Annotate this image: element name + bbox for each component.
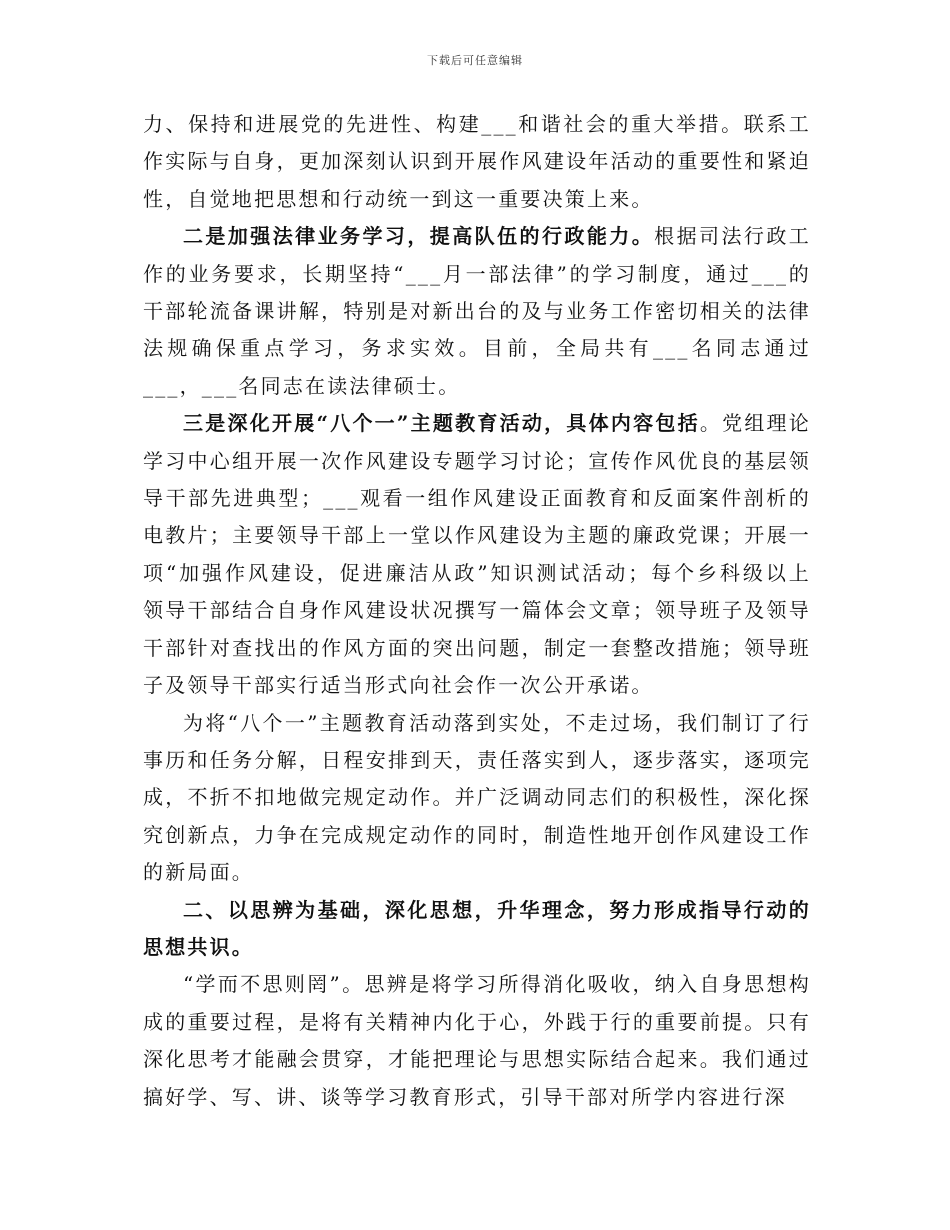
document-body (143, 106, 811, 1116)
paragraph-body: 。党组理论学习中心组开展一次作风建设专题学习讨论；宣传作风优良的基层领导干部先进典型；___观看一组作风建设正面教育和反面案件剖析的电教片；主要领导干部上一堂以作风建设为主题的廉政党课；开展一项“加强作风建设，促进廉洁从政”知识测试活动；每个乡科级以上领导干部结合自身作风建设状况撰写一篇体会文章；领导班子及领导干部针对查找出的作风方面的突出问题，制定一套整改措施；领导班子及领导干部实行适当形式向社会作一次公开承诺。 (143, 411, 811, 698)
page-header: 下载后可任意编辑 (427, 54, 523, 67)
paragraph-continuation: 力、保持和进展党的先进性、构建___和谐社会的重大举措。联系工作实际与自身，更加深刻认识到开展作风建设年活动的重要性和紧迫性，自觉地把思想和行动统一到这一重要决策上来。 (143, 112, 811, 211)
paragraph-reflection: “学而不思则罔”。思辨是将学习所得消化吸收，纳入自身思想构成的重要过程，是将有关精神内化于心，外践于行的重要前提。只有深化思考才能融会贯穿，才能把理论与思想实际结合起来。我们通过搞好学、写、讲、谈等学习教育形式，引导干部对所学内容进行深 (143, 972, 811, 1109)
paragraph-eight-ones (143, 405, 811, 704)
section-heading: 二、以思辨为基础，深化思想，升华理念，努力形成指导行动的思想共识。 (143, 897, 811, 959)
paragraph-lead-bold: 二是加强法律业务学习，提高队伍的行政能力。 (183, 224, 655, 249)
paragraph-lead-bold: 三是深化开展“八个一”主题教育活动，具体内容包括 (183, 411, 700, 436)
paragraph-legal-study (143, 218, 811, 405)
paragraph-implementation: 为将“八个一”主题教育活动落到实处，不走过场，我们制订了行事历和任务分解，日程安排到天，责任落实到人，逐步落实，逐项完成，不折不扣地做完规定动作。并广泛调动同志们的积极性，深化探究创新点，力争在完成规定动作的同时，制造性地开创作风建设工作的新局面。 (143, 710, 811, 885)
paragraph-body: 根据司法行政工作的业务要求，长期坚持“___月一部法律”的学习制度，通过___的干部轮流备课讲解，特别是对新出台的及与业务工作密切相关的法律法规确保重点学习，务求实效。目前，全局共有___名同志通过___，___名同志在读法律硕士。 (143, 224, 811, 398)
